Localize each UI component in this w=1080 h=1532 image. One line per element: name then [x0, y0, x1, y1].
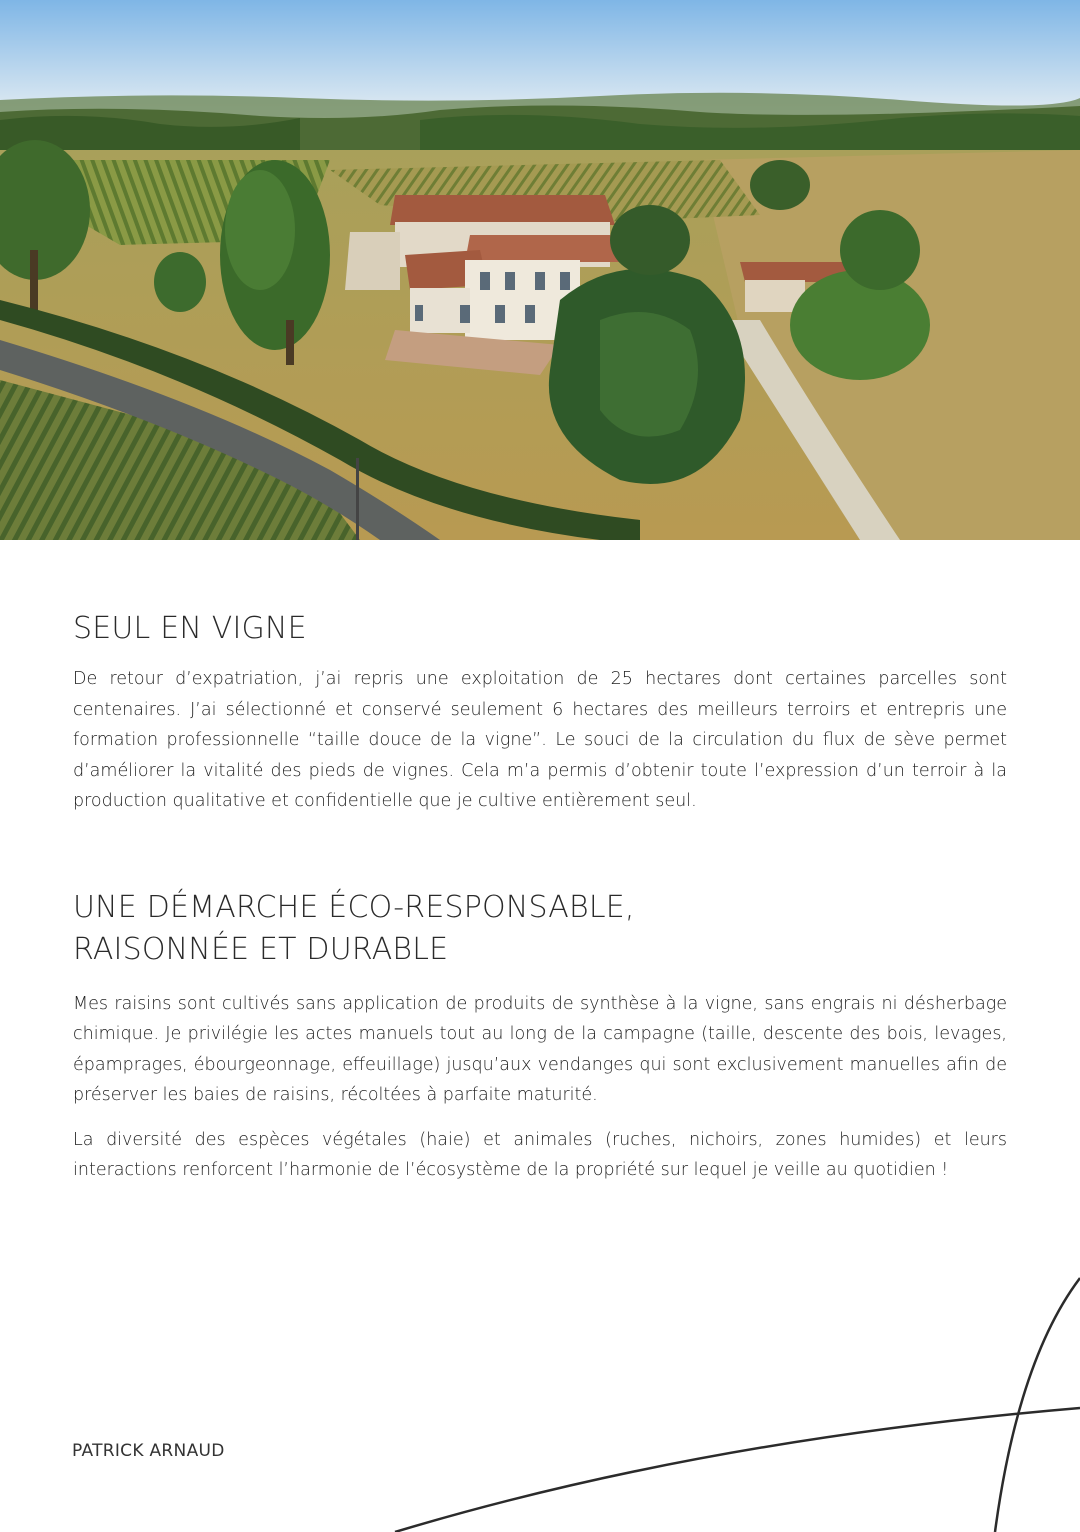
section-paragraph: La diversité des espèces végétales (haie) et animales (ruches, nichoirs, zones humides) et leurs interactions renforcent l’harmonie de l’écosystème de la propriété sur lequel je veille au quotidien ! — [73, 1129, 1007, 1180]
aerial-vineyard-estate-photo — [0, 0, 1080, 540]
section-title-seul-en-vigne: SEUL EN VIGNE — [73, 611, 307, 646]
section-title-eco-responsable — [73, 887, 1007, 971]
section-eco-responsable — [73, 887, 1007, 1186]
decorative-curve-1 — [395, 1408, 1080, 1532]
section-paragraph: De retour d’expatriation, j’ai repris une exploitation de 25 hectares dont certaines parcelles sont centenaires. J’ai sélectionné et conservé seulement 6 hectares des meilleurs terroirs et entrepris une formation professionnelle “taille douce de la vigne”. Le souci de la circulation du flux de sève permet d’améliorer la vitalité des pieds de vignes. Cela m’a permis d’obtenir toute l’expression d’un terroir à la production qualitative et confidentielle que je cultive entièrement seul. — [73, 669, 1007, 811]
article-body — [73, 608, 1007, 1186]
title-line-1: UNE DÉMARCHE ÉCO-RESPONSABLE, — [73, 889, 635, 925]
decorative-curve-2 — [995, 1278, 1080, 1532]
section-paragraph: Mes raisins sont cultivés sans application de produits de synthèse à la vigne, sans engrais ni désherbage chimique. Je privilégie les actes manuels tout au long de la campagne (taille, descente des bois, levages, épamprages, ébourgeonnage, effeuillage) jusqu’aux vendanges qui sont exclusivement manuelles afin de préserver les baies de raisins, récoltées à parfaite maturité. — [73, 993, 1007, 1105]
author-name: PATRICK ARNAUD — [72, 1441, 225, 1461]
title-line-2: RAISONNÉE ET DURABLE — [73, 931, 449, 967]
hero-photo — [0, 0, 1080, 540]
